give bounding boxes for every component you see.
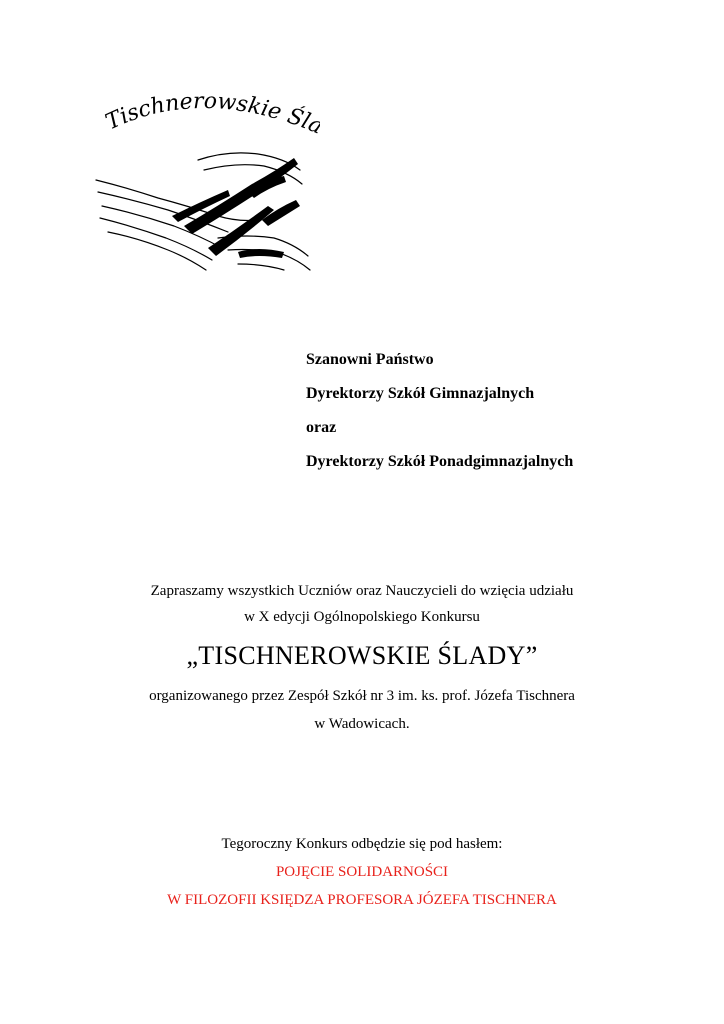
logo-text: Tischnerowskie Śl [101, 88, 314, 136]
invitation-text [0, 578, 724, 630]
addressee-line: Dyrektorzy Szkół Gimnazjalnych [306, 385, 535, 402]
addressee-line: Szanowni Państwo [306, 351, 434, 368]
motto-line: POJĘCIE SOLIDARNOŚCI [275, 864, 449, 880]
hands-logo-icon [88, 88, 320, 284]
invitation-line: Zapraszamy wszystkich Uczniów oraz Nauczycieli do wzięcia udziału [150, 583, 574, 599]
motto-line: W FILOZOFII KSIĘDZA PROFESORA JÓZEFA TISCHNERA [167, 892, 557, 908]
contest-title: „TISCHNEROWSKIE ŚLADY” [186, 641, 538, 670]
organizer-line: w Wadowicach. [314, 716, 410, 732]
addressee-block [306, 343, 706, 479]
addressee-line: Dyrektorzy Szkół Ponadgimnazjalnych [306, 453, 574, 470]
invitation-line: w X edycji Ogólnopolskiego Konkursu [244, 609, 480, 625]
organizer-line: organizowanego przez Zespół Szkół nr 3 im. ks. prof. Józefa Tischnera [149, 688, 575, 704]
motto-intro: Tegoroczny Konkurs odbędzie się pod hasłem: [221, 836, 503, 852]
logo [88, 88, 320, 284]
motto-block [0, 830, 724, 914]
organizer-text [0, 682, 724, 738]
addressee-line: oraz [306, 419, 337, 436]
